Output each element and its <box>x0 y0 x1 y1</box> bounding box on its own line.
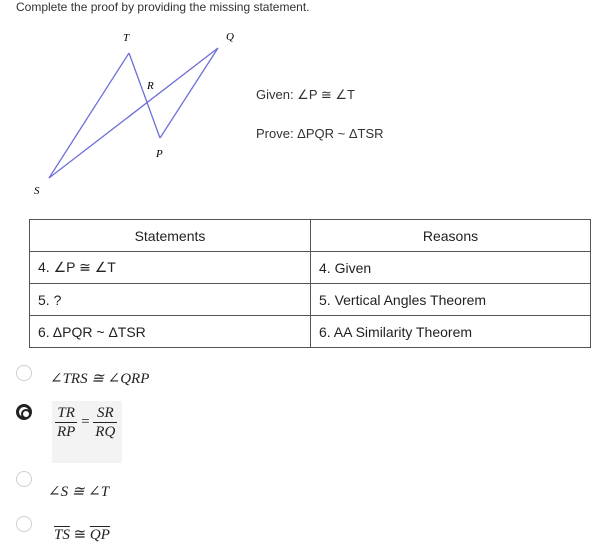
statement-cell: 6. ΔPQR ~ ΔTSR <box>30 316 311 348</box>
given-statement: Given: ∠P ≅ ∠T <box>256 87 355 102</box>
point-label-r: R <box>147 80 154 92</box>
equals-sign: = <box>81 414 90 430</box>
fraction-right-denominator: RQ <box>95 424 116 440</box>
proof-table-header <box>30 220 591 252</box>
choice-b-text[interactable] <box>55 404 117 441</box>
reasons-header: Reasons <box>311 220 591 252</box>
choice-d-radio[interactable] <box>16 516 32 532</box>
choice-c-text[interactable]: ∠S ≅ ∠T <box>48 484 110 500</box>
reason-cell: 5. Vertical Angles Theorem <box>311 284 591 316</box>
choice-b-radio[interactable] <box>16 404 32 420</box>
choice-d-text[interactable] <box>54 525 110 544</box>
proof-row <box>30 316 591 348</box>
statement-cell: 5. ? <box>30 284 311 316</box>
statement-cell: 4. ∠P ≅ ∠T <box>30 252 311 284</box>
choice-a-radio[interactable] <box>16 365 32 381</box>
segment-qp: $\overline{QP}$ <box>89 527 110 543</box>
point-label-t: T <box>123 32 130 44</box>
fraction-left-numerator: TR <box>55 404 77 423</box>
point-label-p: P <box>156 148 163 160</box>
proof-table <box>29 219 591 348</box>
prove-statement: Prove: ΔPQR ~ ΔTSR <box>256 126 384 141</box>
fraction-right <box>93 404 117 441</box>
fraction-right-numerator: SR <box>93 404 117 423</box>
segment-ts: $\overline{TS}$ <box>54 527 70 543</box>
point-label-s: S <box>34 185 40 197</box>
fraction-left <box>55 404 77 441</box>
choice-c-radio[interactable] <box>16 471 32 487</box>
point-label-q: Q <box>226 31 234 43</box>
reason-cell: 6. AA Similarity Theorem <box>311 316 591 348</box>
choice-a-text[interactable]: ∠TRS ≅ ∠QRP <box>50 371 150 387</box>
fraction-left-denominator: RP <box>57 424 76 440</box>
congruent-sign: ≅ <box>73 527 87 543</box>
statements-header: Statements <box>30 220 311 252</box>
proof-row <box>30 284 591 316</box>
reason-cell: 4. Given <box>311 252 591 284</box>
proof-row <box>30 252 591 284</box>
instruction-text: Complete the proof by providing the missing statement. <box>16 0 310 14</box>
